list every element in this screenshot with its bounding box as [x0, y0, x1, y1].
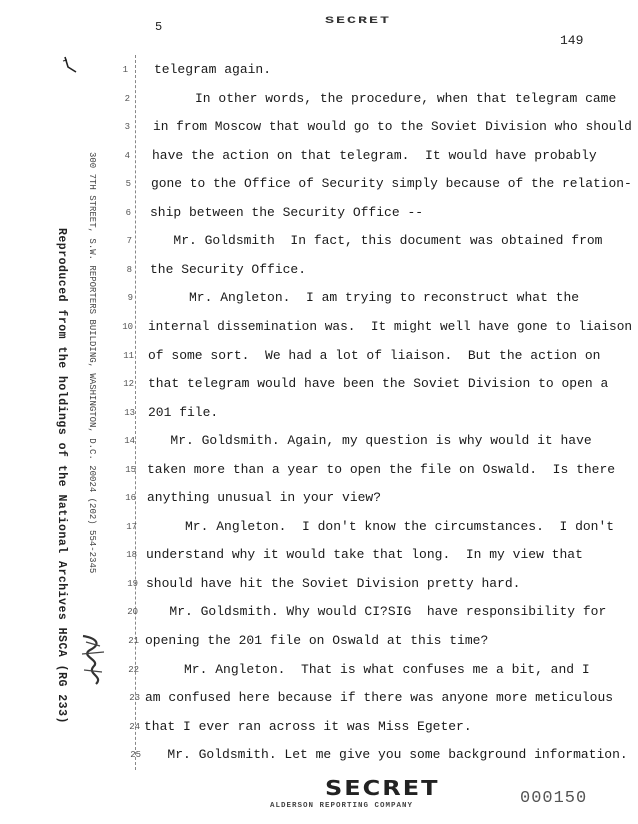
line-number: 14: [124, 436, 135, 447]
transcript-line: that I ever ran across it was Miss Egeter.: [144, 718, 472, 734]
document-id: 000150: [520, 789, 588, 808]
transcript-line: Mr. Goldsmith. Again, my question is why would it have: [147, 433, 592, 449]
line-number: 1: [122, 65, 128, 75]
transcript-line: of some sort. We had a lot of liaison. But the action on: [148, 347, 601, 363]
transcript-line: Mr. Angleton. I don't know the circumstances. I don't: [146, 518, 615, 534]
transcript-line: anything unusual in your view?: [147, 490, 382, 506]
line-number: 13: [124, 407, 135, 418]
line-number: 18: [126, 550, 137, 561]
handwritten-mark-icon: [62, 55, 78, 75]
transcript-line: Mr. Angleton. That is what confuses me a bit, and I: [145, 661, 590, 677]
header-left-number: 5: [155, 20, 163, 34]
line-number: 4: [124, 150, 130, 161]
transcript-line: should have hit the Soviet Division pretty hard.: [146, 575, 521, 591]
transcript-line: in from Moscow that would go to the Soviet Division who should: [153, 119, 632, 135]
transcript-line: 201 file.: [148, 404, 219, 420]
line-number: 2: [124, 93, 130, 104]
line-number: 5: [125, 179, 131, 190]
line-number: 22: [128, 664, 139, 675]
transcript-line: internal dissemination was. It might well have gone to liaison: [148, 318, 633, 334]
header-classification-stamp: SECRET: [325, 14, 392, 27]
transcript-line: am confused here because if there was anyone more meticulous: [145, 690, 614, 706]
transcript-line: In other words, the procedure, when that telegram came: [156, 90, 617, 106]
line-number: 25: [130, 750, 141, 761]
line-number: 9: [127, 293, 133, 304]
line-number: 24: [129, 721, 140, 732]
transcript-line: Mr. Goldsmith In fact, this document was obtained from: [150, 233, 603, 249]
line-number: 10: [122, 321, 133, 332]
transcript-line: Mr. Goldsmith. Why would CI?SIG have responsibility for: [146, 604, 607, 620]
line-number: 23: [129, 693, 140, 704]
reporting-company-name: ALDERSON REPORTING COMPANY: [270, 802, 414, 810]
line-number: 19: [127, 578, 138, 589]
line-number: 6: [125, 207, 131, 218]
transcript-line: have the action on that telegram. It would have probably: [152, 147, 597, 163]
transcript-line: gone to the Office of Security simply because of the relation-: [151, 176, 632, 192]
transcript-line: that telegram would have been the Soviet Division to open a: [148, 376, 609, 392]
line-number: 12: [123, 379, 134, 390]
left-margin-rule: [135, 55, 136, 770]
transcript-line: telegram again.: [154, 62, 272, 77]
line-number: 20: [127, 607, 138, 618]
line-number: 8: [126, 264, 132, 275]
line-number: 3: [124, 122, 130, 133]
line-number: 7: [126, 236, 132, 247]
transcript-line: the Security Office.: [150, 261, 307, 277]
reporter-address: 300 7TH STREET, S.W. REPORTERS BUILDING, WASHINGTON, D.C. 20024 (202) 554-2345: [87, 152, 97, 574]
line-number: 17: [126, 521, 137, 532]
handwritten-stamp-icon: [78, 632, 108, 688]
transcript-line: understand why it would take that long. In my view that: [146, 547, 583, 563]
transcript-line: Mr. Goldsmith. Let me give you some background information.: [144, 747, 628, 763]
transcript-line: Mr. Angleton. I am trying to reconstruct what the: [150, 290, 580, 306]
line-number: 15: [125, 464, 136, 475]
transcript-line: opening the 201 file on Oswald at this time?: [145, 633, 489, 648]
line-number: 16: [125, 493, 136, 504]
transcript-line: ship between the Security Office --: [150, 204, 424, 220]
footer-classification-stamp: SECRET: [325, 776, 440, 800]
page-number: 149: [560, 33, 584, 48]
transcript-line: taken more than a year to open the file on Oswald. Is there: [147, 461, 616, 477]
line-number: 11: [123, 350, 134, 361]
reproduced-from-archives-note: Reproduced from the holdings of the National Archives HSCA (RG 233): [55, 228, 68, 724]
line-number: 21: [128, 636, 139, 646]
